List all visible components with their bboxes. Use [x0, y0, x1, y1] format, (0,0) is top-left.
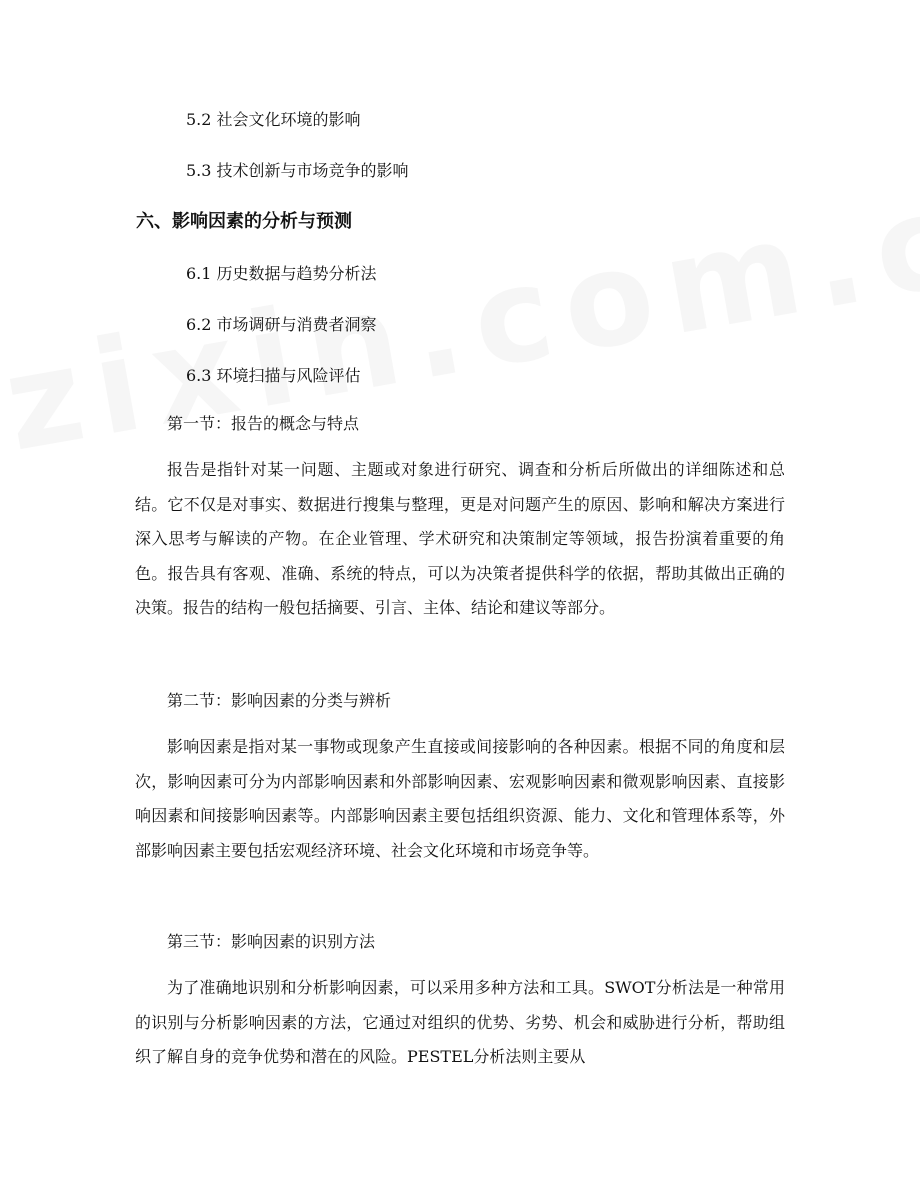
toc-item-6-1: 6.1 历史数据与趋势分析法: [186, 264, 377, 283]
section-2-title: 第二节：影响因素的分类与辨析: [167, 691, 392, 710]
toc-item-5-3: 5.3 技术创新与市场竞争的影响: [186, 161, 409, 180]
section-3-body: 为了准确地识别和分析影响因素，可以采用多种方法和工具。SWOT分析法是一种常用的识别与分析影响因素的方法，它通过对组织的优势、劣势、机会和威胁进行分析，帮助组织了解自身的竞争优势和潜在的风险。PESTEL分析法则主要从: [135, 978, 785, 1066]
toc-item-6-2: 6.2 市场调研与消费者洞察: [186, 315, 377, 334]
toc-item-6-3: 6.3 环境扫描与风险评估: [186, 366, 361, 385]
toc-item-5-2: 5.2 社会文化环境的影响: [186, 110, 361, 129]
section-3-title: 第三节：影响因素的识别方法: [167, 932, 376, 951]
section-1-body: 报告是指针对某一问题、主题或对象进行研究、调查和分析后所做出的详细陈述和总结。它不仅是对事实、数据进行搜集与整理，更是对问题产生的原因、影响和解决方案进行深入思考与解读的产物。在企业管理、学术研究和决策制定等领域，报告扮演着重要的角色。报告具有客观、准确、系统的特点，可以为决策者提供科学的依据，帮助其做出正确的决策。报告的结构一般包括摘要、引言、主体、结论和建议等部分。: [135, 460, 785, 617]
toc-heading-6: 六、影响因素的分析与预测: [136, 211, 352, 232]
section-2-body: 影响因素是指对某一事物或现象产生直接或间接影响的各种因素。根据不同的角度和层次，影响因素可分为内部影响因素和外部影响因素、宏观影响因素和微观影响因素、直接影响因素和间接影响因素等。内部影响因素主要包括组织资源、能力、文化和管理体系等，外部影响因素主要包括宏观经济环境、社会文化环境和市场竞争等。: [135, 737, 785, 860]
section-1-title: 第一节：报告的概念与特点: [167, 414, 360, 433]
